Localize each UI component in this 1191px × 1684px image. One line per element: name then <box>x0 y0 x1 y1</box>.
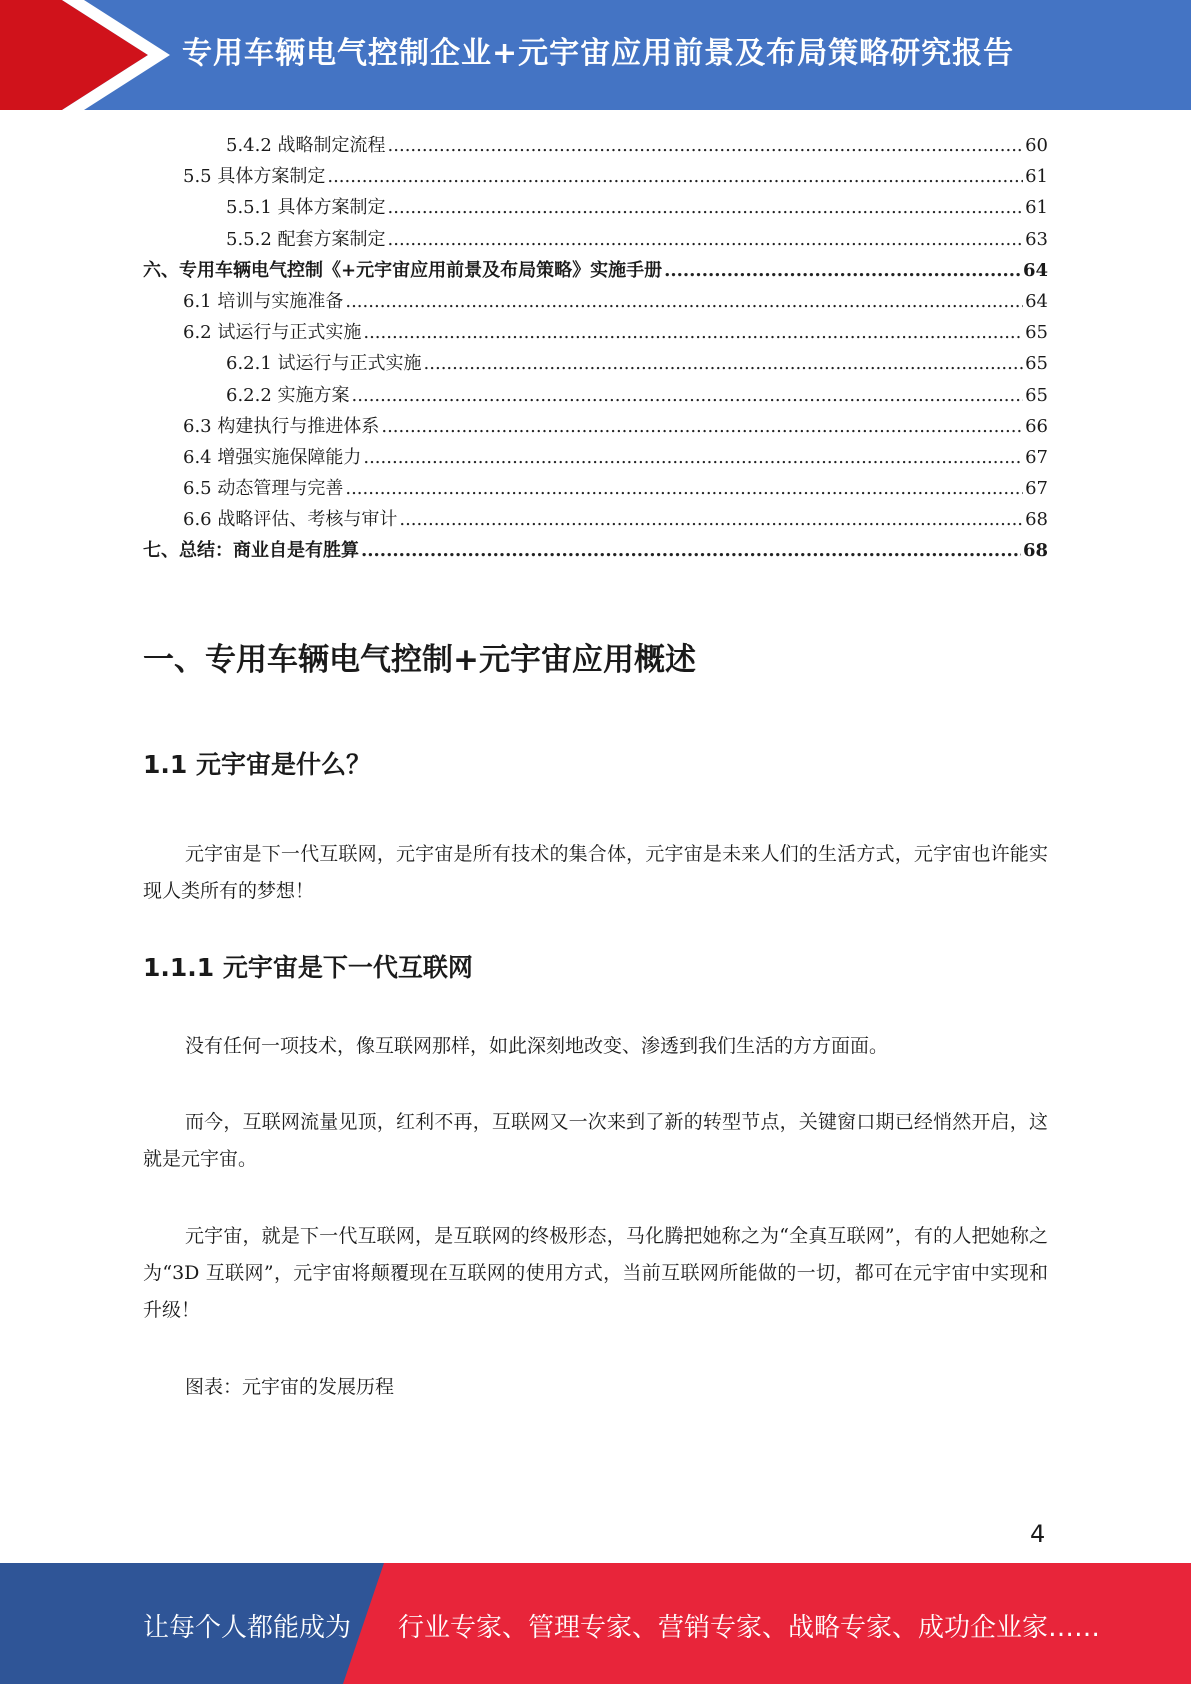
toc-entry-page: 61 <box>1025 197 1048 219</box>
toc-entry[interactable] <box>143 161 1048 192</box>
toc-entry-page: 61 <box>1025 166 1048 188</box>
toc-entry-label: 6.3 构建执行与推进体系 <box>183 415 380 437</box>
toc-entry-label: 六、专用车辆电气控制《+元宇宙应用前景及布局策略》实施手册 <box>143 259 663 281</box>
toc-entry-label: 6.1 培训与实施准备 <box>183 290 344 312</box>
table-of-contents <box>143 130 1048 567</box>
footer-banner <box>0 1563 1191 1684</box>
header-banner <box>0 0 1191 110</box>
toc-entry-page: 60 <box>1025 135 1048 156</box>
figure-caption: 图表：元宇宙的发展历程 <box>185 1376 395 1398</box>
toc-entry-page: 66 <box>1025 415 1048 437</box>
chapter-heading: 一、专用车辆电气控制+元宇宙应用概述 <box>143 642 696 678</box>
toc-leader-dots <box>352 380 1024 411</box>
toc-entry-label: 6.2.1 试运行与正式实施 <box>226 353 422 375</box>
toc-leader-dots <box>327 161 1023 192</box>
toc-entry[interactable] <box>143 442 1048 473</box>
toc-entry-label: 6.6 战略评估、考核与审计 <box>183 509 398 531</box>
toc-entry-page: 67 <box>1025 478 1048 500</box>
toc-entry-page: 67 <box>1025 446 1048 468</box>
toc-leader-dots <box>363 317 1023 348</box>
page-number: 4 <box>1030 1520 1046 1548</box>
toc-entry-label: 5.5 具体方案制定 <box>183 166 326 188</box>
toc-entry-label: 七、总结：商业自是有胜算 <box>143 540 359 562</box>
toc-entry[interactable] <box>143 473 1048 504</box>
toc-leader-dots <box>399 504 1023 535</box>
toc-leader-dots <box>388 130 1024 161</box>
toc-entry-label: 6.2 试运行与正式实施 <box>183 322 362 344</box>
toc-leader-dots <box>345 473 1023 504</box>
toc-entry-page: 64 <box>1025 290 1048 312</box>
toc-leader-dots <box>361 535 1021 566</box>
toc-entry-label: 6.5 动态管理与完善 <box>183 478 344 500</box>
toc-leader-dots <box>381 411 1023 442</box>
toc-entry[interactable] <box>143 192 1048 223</box>
toc-entry[interactable] <box>143 535 1048 566</box>
report-title: 专用车辆电气控制企业+元宇宙应用前景及布局策略研究报告 <box>182 36 1015 71</box>
paragraph-intro: 元宇宙是下一代互联网，元宇宙是所有技术的集合体，元宇宙是未来人们的生活方式，元宇宙也许能实现人类所有的梦想！ <box>143 843 1048 902</box>
toc-entry-page: 68 <box>1022 540 1048 562</box>
toc-entry-page: 65 <box>1025 322 1048 344</box>
toc-entry[interactable] <box>143 130 1048 161</box>
toc-entry-label: 5.5.2 配套方案制定 <box>226 228 386 250</box>
toc-entry[interactable] <box>143 348 1048 379</box>
subsection-heading: 1.1.1 元宇宙是下一代互联网 <box>143 953 473 982</box>
toc-entry-label: 5.5.1 具体方案制定 <box>226 197 386 219</box>
footer-slogan-right: 行业专家、管理专家、营销专家、战略专家、成功企业家…… <box>398 1613 1101 1643</box>
section-heading: 1.1 元宇宙是什么？ <box>143 750 371 779</box>
toc-entry-page: 65 <box>1025 384 1048 406</box>
paragraph: 元宇宙，就是下一代互联网，是互联网的终极形态，马化腾把她称之为“全真互联网”，有的人把她称之为“3D 互联网”，元宇宙将颠覆现在互联网的使用方式，当前互联网所能做的一切，都可在元宇宙中实现和升级！ <box>143 1225 1048 1321</box>
toc-entry-page: 64 <box>1022 259 1048 281</box>
paragraph: 而今，互联网流量见顶，红利不再，互联网又一次来到了新的转型节点，关键窗口期已经悄然开启，这就是元宇宙。 <box>143 1111 1048 1170</box>
toc-entry-page: 65 <box>1025 353 1048 375</box>
toc-entry-label: 5.4.2 战略制定流程 <box>226 135 386 156</box>
toc-entry[interactable] <box>143 224 1048 255</box>
toc-entry[interactable] <box>143 504 1048 535</box>
toc-entry[interactable] <box>143 286 1048 317</box>
toc-leader-dots <box>664 255 1021 286</box>
toc-entry[interactable] <box>143 380 1048 411</box>
toc-entry[interactable] <box>143 317 1048 348</box>
toc-entry-label: 6.4 增强实施保障能力 <box>183 446 362 468</box>
toc-leader-dots <box>388 224 1024 255</box>
paragraph: 没有任何一项技术，像互联网那样，如此深刻地改变、渗透到我们生活的方方面面。 <box>185 1035 889 1057</box>
toc-leader-dots <box>345 286 1023 317</box>
toc-entry[interactable] <box>143 411 1048 442</box>
toc-leader-dots <box>388 192 1024 223</box>
toc-entry-page: 63 <box>1025 228 1048 250</box>
toc-leader-dots <box>363 442 1023 473</box>
toc-entry[interactable] <box>143 255 1048 286</box>
toc-entry-page: 68 <box>1025 509 1048 531</box>
footer-slogan-left: 让每个人都能成为 <box>143 1613 352 1643</box>
toc-leader-dots <box>424 348 1024 379</box>
toc-entry-label: 6.2.2 实施方案 <box>226 384 350 406</box>
